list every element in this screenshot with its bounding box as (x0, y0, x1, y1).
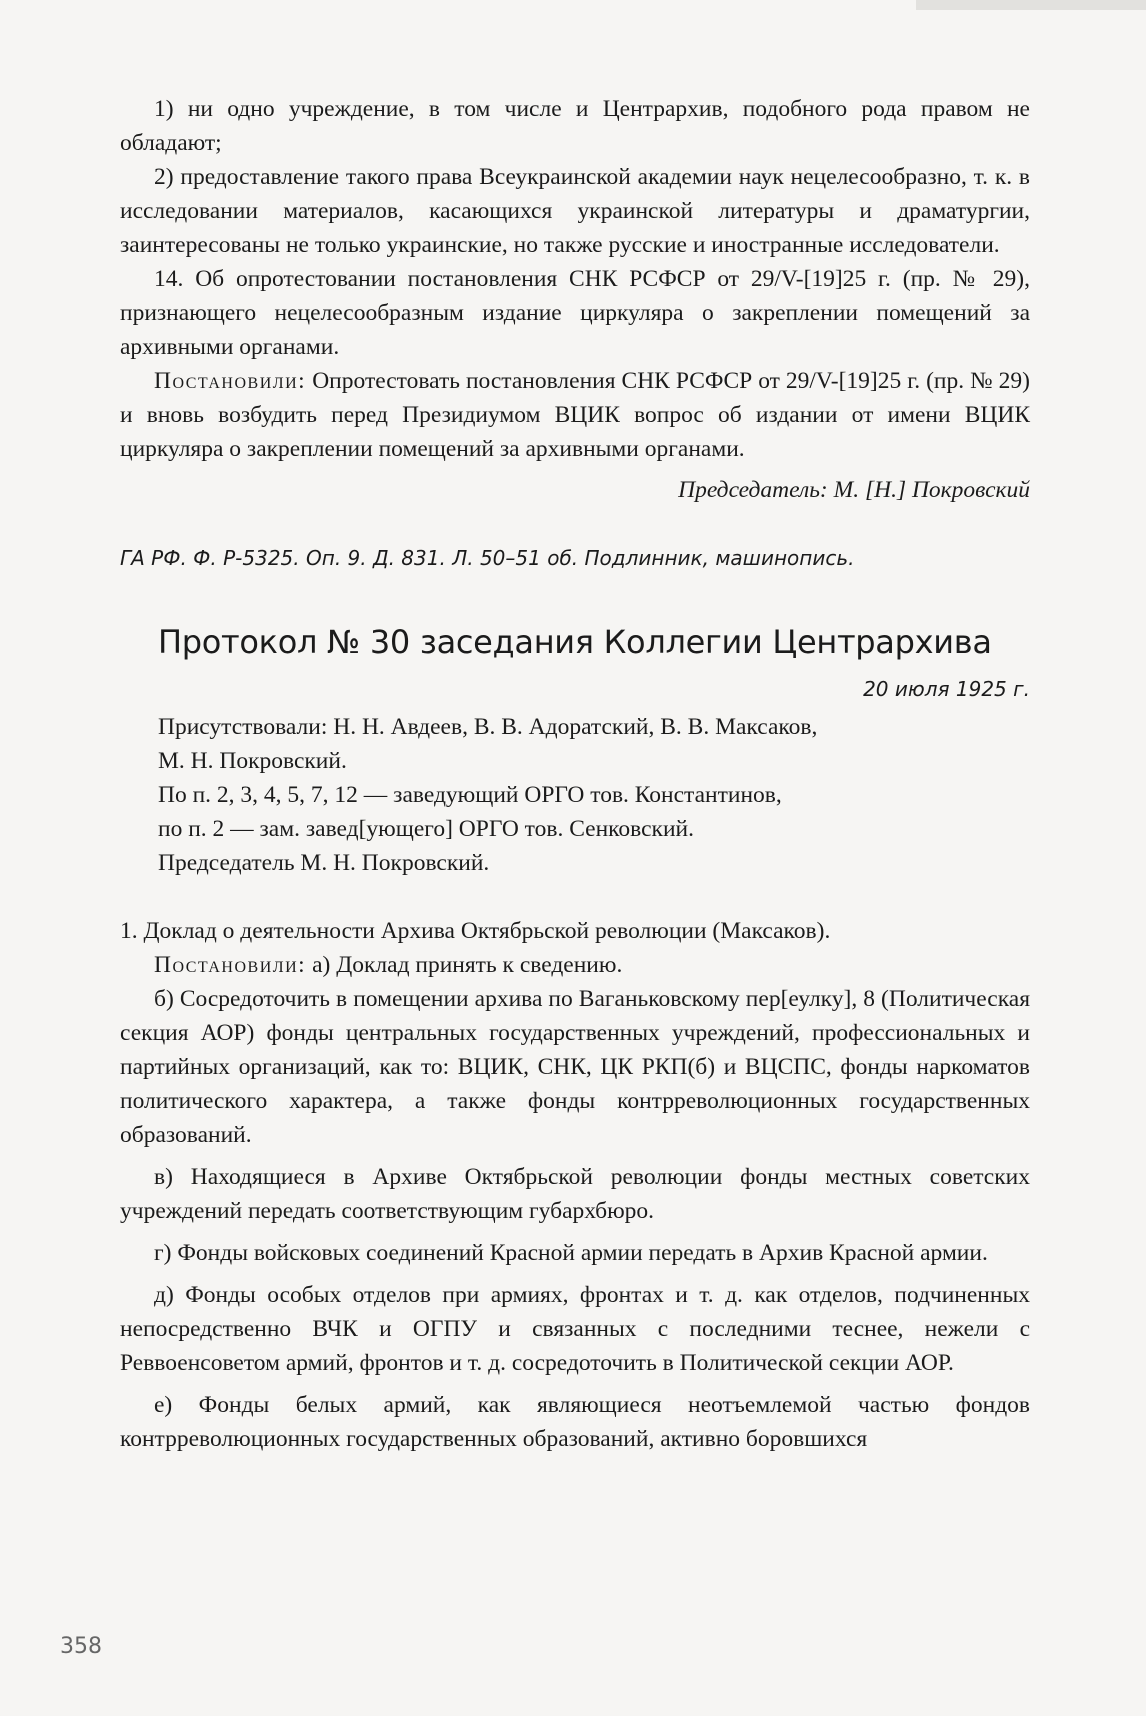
decision-14-text: Опротестовать постановления СНК РСФСР от 29/V-[19]25 г. (пр. № 29) и вновь возбудить перед Президиумом ВЦИК вопрос об издании от имени ВЦИК циркуляра о закреплении помещений за архивными органами. (120, 368, 1030, 462)
chairman-signature: Председатель: М. [Н.] Покровский (678, 477, 1030, 503)
decision-1v: в) Находящиеся в Архиве Октябрьской революции фонды местных советских учреждений передать соответствующим губархбюро. (120, 1164, 1030, 1224)
attendance-line: Присутствовали: Н. Н. Авдеев, В. В. Адоратский, В. В. Максаков, (158, 714, 818, 740)
attendance-line: По п. 2, 3, 4, 5, 7, 12 — заведующий ОРГО тов. Константинов, (158, 782, 782, 808)
decision-1g: г) Фонды войсковых соединений Красной армии передать в Архив Красной армии. (154, 1240, 988, 1266)
attendance-block (120, 710, 1030, 880)
decision-label: Постановили: (154, 952, 307, 978)
attendance-line: по п. 2 — зам. завед[ующего] ОРГО тов. Сенковский. (158, 816, 694, 842)
archival-source: ГА РФ. Ф. Р-5325. Оп. 9. Д. 831. Л. 50–51 об. Подлинник, машинопись. (120, 546, 855, 570)
paragraph-item-14: 14. Об опротестовании постановления СНК РСФСР от 29/V-[19]25 г. (пр. № 29), признающего нецелесообразным издание циркуляра о закреплении помещений за архивными органами. (120, 266, 1030, 360)
decision-14 (120, 364, 1030, 466)
paragraph-item-2: 2) предоставление такого права Всеукраинской академии наук нецелесообразно, т. к. в исследовании материалов, касающихся украинской литературы и драматургии, заинтересованы не только украинские, но также русские и иностранные исследователи. (120, 164, 1030, 258)
running-header-mark (916, 0, 1146, 10)
paragraph-item-1: 1) ни одно учреждение, в том числе и Центрархив, подобного рода правом не обладают; (120, 96, 1030, 156)
protocol-date: 20 июля 1925 г. (863, 677, 1030, 701)
decision-1d: д) Фонды особых отделов при армиях, фронтах и т. д. как отделов, подчиненных непосредственно ВЧК и ОГПУ и связанных с последними теснее, нежели с Реввоенсоветом армий, фронтов и т. д. сосредоточить в Политической секции АОР. (120, 1282, 1030, 1376)
page-number: 358 (60, 1634, 102, 1659)
protocol-title: Протокол № 30 заседания Коллегии Центрархива (158, 623, 992, 661)
decision-1a (120, 948, 1030, 982)
decision-1e: е) Фонды белых армий, как являющиеся неотъемлемой частью фондов контрреволюционных государственных образований, активно боровшихся (120, 1392, 1030, 1452)
decision-label: Постановили: (154, 368, 307, 394)
attendance-line: М. Н. Покровский. (158, 748, 347, 774)
decision-1a-text: а) Доклад принять к сведению. (306, 952, 623, 978)
page-body (120, 92, 1030, 1456)
agenda-item-1: 1. Доклад о деятельности Архива Октябрьской революции (Максаков). (120, 918, 831, 944)
decision-1b: б) Сосредоточить в помещении архива по Ваганьковскому пер[еулку], 8 (Политическая секция АОР) фонды центральных государственных учреждений, профессиональных и партийных организаций, как то: ВЦИК, СНК, ЦК РКП(б) и ВЦСПС, фонды наркоматов политического характера, а также фонды контрреволюционных государственных образований. (120, 986, 1030, 1148)
attendance-line: Председатель М. Н. Покровский. (158, 850, 490, 876)
